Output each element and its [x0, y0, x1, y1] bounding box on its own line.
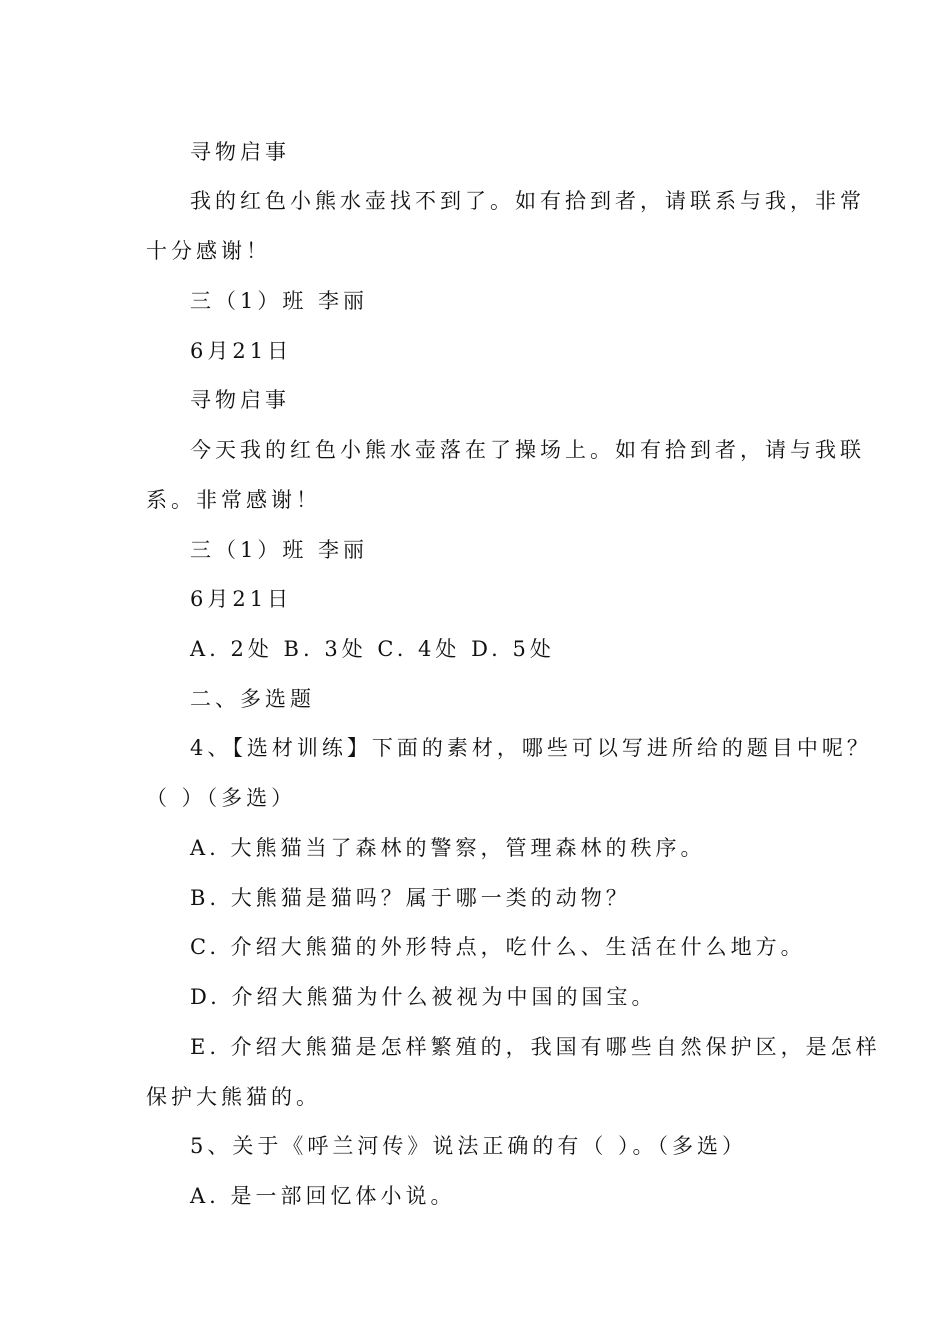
notice-signature-2: 三（1）班 李丽: [190, 538, 369, 562]
notice-title-1: 寻物启事: [190, 140, 290, 164]
question-4-stem: 4、【选材训练】下面的素材，哪些可以写进所给的题目中呢？: [190, 736, 872, 760]
question-4-option-d: D. 介绍大熊猫为什么被视为中国的国宝。: [190, 985, 657, 1009]
notice-body-2-line-1: 今天我的红色小熊水壶落在了操场上。如有拾到者，请与我联: [190, 438, 865, 462]
question-4-blank: （ ）（多选）: [146, 786, 297, 810]
notice-title-2: 寻物启事: [190, 388, 290, 412]
notice-body-1-line-2: 十分感谢！: [146, 239, 271, 263]
question-4-option-a: A. 大熊猫当了森林的警察，管理森林的秩序。: [190, 836, 706, 860]
question-4-option-e-line-2: 保护大熊猫的。: [146, 1085, 321, 1109]
section-heading-multiple-choice: 二、多选题: [190, 687, 315, 711]
notice-body-1-line-1: 我的红色小熊水壶找不到了。如有拾到者，请联系与我，非常: [190, 189, 865, 213]
question-5-stem: 5、关于《呼兰河传》说法正确的有（ ）。（多选）: [190, 1134, 748, 1158]
question-4-option-e-line-1: E. 介绍大熊猫是怎样繁殖的，我国有哪些自然保护区，是怎样: [190, 1035, 881, 1059]
notice-body-2-line-2: 系。非常感谢！: [146, 488, 321, 512]
question-5-option-a: A. 是一部回忆体小说。: [190, 1184, 456, 1208]
answer-options-q3: A. 2处 B. 3处 C. 4处 D. 5处: [190, 637, 555, 661]
notice-date-2: 6月21日: [190, 587, 293, 611]
question-4-option-b: B. 大熊猫是猫吗？属于哪一类的动物？: [190, 886, 631, 910]
notice-date-1: 6月21日: [190, 339, 293, 363]
notice-signature-1: 三（1）班 李丽: [190, 289, 369, 313]
question-4-option-c: C. 介绍大熊猫的外形特点，吃什么、生活在什么地方。: [190, 935, 806, 959]
